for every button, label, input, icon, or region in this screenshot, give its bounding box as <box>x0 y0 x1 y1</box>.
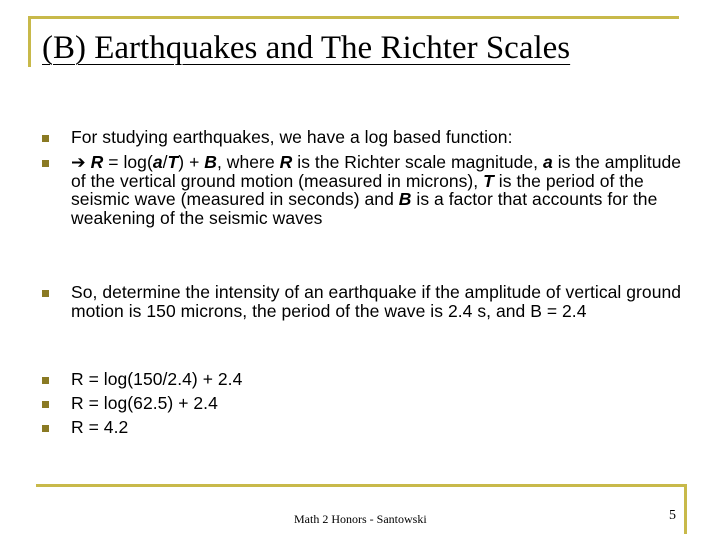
bullet-text: R = log(62.5) + 2.4 <box>71 393 218 413</box>
bullet-square-icon <box>42 401 49 408</box>
var-R: R <box>90 152 104 172</box>
text-fragment: is the amplitude of the vertical ground motion (measured in microns), <box>71 152 682 191</box>
var-R: R <box>279 152 293 172</box>
frame-right-rule <box>684 484 687 534</box>
text-fragment: = log( <box>103 152 153 172</box>
var-a: a <box>543 152 553 172</box>
var-B: B <box>398 189 412 209</box>
var-B: B <box>204 152 217 172</box>
frame-left-rule <box>28 16 31 67</box>
frame-bottom-rule <box>36 484 687 487</box>
var-T: T <box>483 170 494 191</box>
bullet-square-icon <box>42 425 49 432</box>
bullet-text: R = log(150/2.4) + 2.4 <box>71 369 243 389</box>
footer-text: Math 2 Honors - Santowski <box>294 512 427 526</box>
var-T: T <box>167 152 179 172</box>
text-fragment: is a factor that accounts for the weakening of the seismic waves <box>71 189 658 228</box>
var-a: a <box>152 152 163 172</box>
bullet-text: R = 4.2 <box>71 417 129 437</box>
bullet-text: For studying earthquakes, we have a log based function: <box>71 127 513 147</box>
text-fragment: , where <box>216 152 280 172</box>
bullet-square-icon <box>42 290 49 297</box>
right-arrow-icon: ➔ <box>71 152 86 172</box>
bullet-square-icon <box>42 135 49 142</box>
text-fragment: is the period of the seismic wave (measured in seconds) and <box>71 170 644 209</box>
bullet-square-icon <box>42 160 49 167</box>
bullet-square-icon <box>42 377 49 384</box>
text-fragment: ) + <box>178 152 205 172</box>
text-fragment: is the Richter scale magnitude, <box>292 152 544 172</box>
page-number: 5 <box>669 508 676 523</box>
bullet-text: So, determine the intensity of an earthquake if the amplitude of vertical ground motion is 150 microns, the period of the wave is 2.4 s, and B = 2.4 <box>71 282 682 321</box>
slide-title: (B) Earthquakes and The Richter Scales <box>42 30 571 66</box>
frame-top-rule <box>28 16 679 19</box>
bullet-text-formula <box>71 153 683 227</box>
text-fragment: / <box>162 152 168 172</box>
